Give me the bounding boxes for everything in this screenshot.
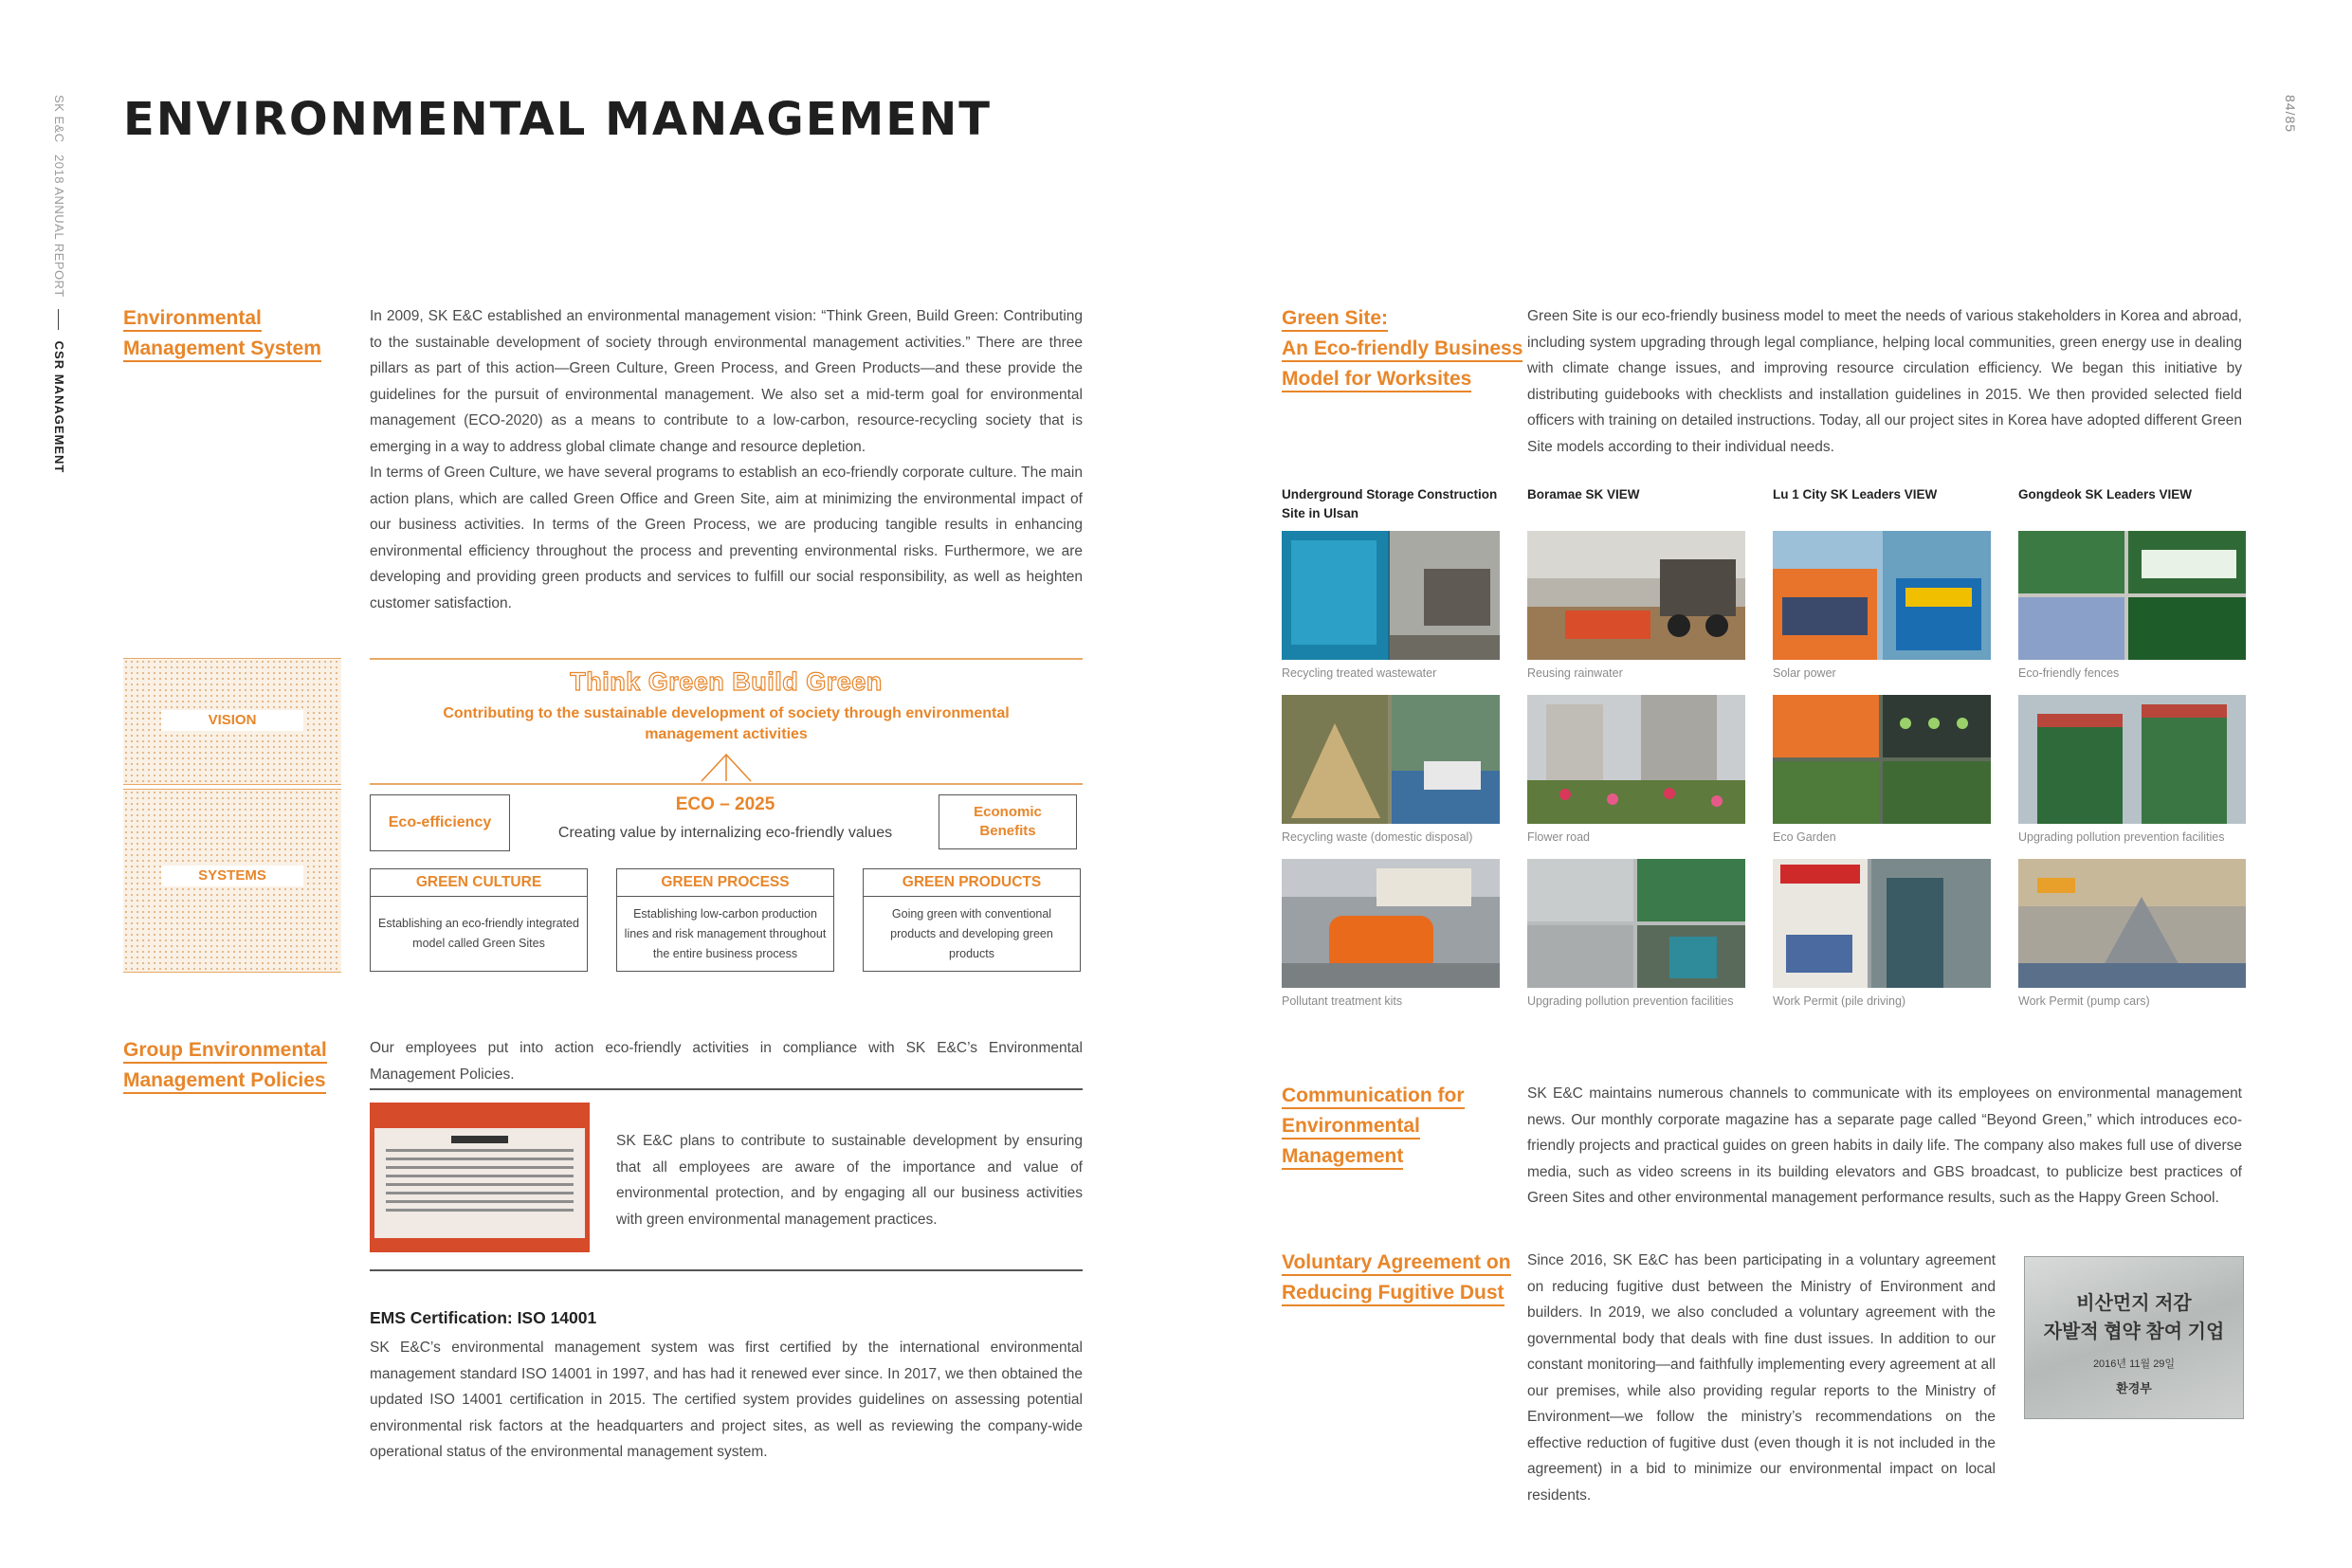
caption: Flower road [1527,830,1590,844]
rail-section: CSR MANAGEMENT [52,340,66,474]
policies-rule-bottom [370,1269,1083,1271]
site-label-gongdeok: Gongdeok SK Leaders VIEW [2018,487,2193,501]
economic-benefits-box: Economic Benefits [939,794,1077,849]
caption: Upgrading pollution prevention facilities [1527,994,1734,1008]
plaque-date: 2016년 11월 29일 [2092,1358,2176,1370]
plaque-org: 환경부 [2116,1381,2152,1395]
communication-heading: Communication for Environmental Management [1282,1081,1465,1172]
caption: Recycling waste (domestic disposal) [1282,830,1473,844]
green-site-heading: Green Site: An Eco-friendly Business Model for Worksites [1282,303,1522,394]
pillar-green-process [616,868,834,972]
policy-document-image [370,1103,590,1252]
pillar-desc: Going green with conventional products and developing green products [890,906,1053,960]
photo-solar-power [1773,531,1991,660]
caption: Solar power [1773,666,1836,680]
vision-label: VISION [161,710,303,731]
eco-2025-title: ECO – 2025 [675,794,775,814]
pillar-title: GREEN PROCESS [617,869,833,897]
green-site-body: Green Site is our eco-friendly business model to meet the needs of various stakeholders in Korea and abroad, including system upgrading through legal compliance, helping local communities, green energy use in dealing with climate change issues, and improving resource circulation efficiency. We began this initiative by distributing guidebooks with checklists and installation guidelines in 2015. We then provided selected field officers with training on detailed instructions. Today, all our project sites in Korea have adopted different Green Site models according to their individual needs. [1527,308,2242,455]
plaque-line-2: 자발적 협약 참여 기업 [2043,1322,2225,1342]
ems-body [370,303,1083,616]
caption: Reusing rainwater [1527,666,1623,680]
caption: Pollutant treatment kits [1282,994,1403,1008]
policies-body: SK E&C plans to contribute to sustainable development by ensuring that all employees are aware of the importance and value of environmental protection, and by engaging all our business activities with green environmental management practices. [616,1133,1083,1228]
caption: Work Permit (pile driving) [1773,994,1906,1008]
vision-subtitle: Contributing to the sustainable development of society through environmental management activities [443,705,1010,742]
policies-rule-top [370,1088,1083,1090]
photo-eco-fences [2018,531,2246,660]
eco-2025-subtitle: Creating value by internalizing eco-friendly values [557,825,893,841]
agreement-plaque-image [2024,1256,2244,1419]
communication-body: SK E&C maintains numerous channels to communicate with its employees on environmental management news. Our monthly corporate magazine has a separate page called “Beyond Green,” which introduces eco-friendly projects and practical guides on green habits in daily life. The company also makes full use of diverse media, such as video screens in its building elevators and GBS broadcast, to publicize best practices of Green Sites and other environmental management performance results, such as the Happy Green School. [1527,1085,2242,1206]
photo-pollution-facilities-boramae [1527,859,1745,988]
iso-body: SK E&C’s environmental management system was first certified by the international environmental management standard ISO 14001 in 1997, and has had it renewed ever since. In 2017, we then obtained the updated ISO 14001 certification in 2015. The certified system provides guidelines on assessing potential environmental risk factors at the headquarters and project sites, as well as reviewing the company-wide operational status of the environmental management system. [370,1340,1083,1460]
photo-reusing-rainwater [1527,531,1745,660]
photo-eco-garden [1773,695,1991,824]
site-label-boramae: Boramae SK VIEW [1527,487,1640,501]
ems-paragraph-1: In 2009, SK E&C established an environmental management vision: “Think Green, Build Green: Contributing to the sustainable development of society through environmental management activities.” There are three pillars as part of this action—Green Culture, Green Process, and Green Products—and these provide the guidelines for the pursuit of environmental management. We also set a mid-term goal for environmental management (ECO-2020) as a means to contribute to a low-carbon, resource-recycling society that is emerging in a way to address global climate change and resource depletion. [370,308,1083,455]
ems-heading: Environmental Management System [123,303,321,364]
photo-work-permit-pile [1773,859,1991,988]
pillar-title: GREEN PRODUCTS [864,869,1080,897]
dust-body: Since 2016, SK E&C has been participating in a voluntary agreement on reducing fugitive dust between the Ministry of Environment and builders. In 2019, we also concluded a voluntary agreement with the governmental body that deals with fine dust issues. In addition to our constant monitoring—and faithfully implementing every agreement at all our premises, while also providing regular reports to the Ministry of Environment—we follow the ministry’s recommendations on the effective reduction of fugitive dust (even though it is not included in the agreement) in a bid to minimize our environmental impact on local residents. [1527,1252,1996,1504]
photo-work-permit-pump [2018,859,2246,988]
caption: Upgrading pollution prevention facilities [2018,830,2225,844]
caption: Eco-friendly fences [2018,666,2120,680]
page-title: ENVIRONMENTAL MANAGEMENT [123,93,992,146]
pillar-green-culture [370,868,588,972]
plaque-line-1: 비산먼지 저감 [2076,1293,2192,1314]
arrow-up-icon [698,749,755,783]
dust-heading: Voluntary Agreement on Reducing Fugitive Dust [1282,1248,1511,1308]
policies-heading: Group Environmental Management Policies [123,1035,327,1096]
diagram-top-rule [370,658,1083,660]
caption: Recycling treated wastewater [1282,666,1437,680]
vision-title: Think Green Build Green [570,667,883,696]
vision-band [123,658,341,785]
rail-company: SK E&C [52,95,66,143]
systems-label: SYSTEMS [161,866,303,886]
policies-intro: Our employees put into action eco-friendly activities in compliance with SK E&C’s Environmental Management Policies. [370,1040,1083,1083]
page-number: 84/85 [2283,95,2298,134]
pillar-green-products [863,868,1081,972]
pillar-desc: Establishing an eco-friendly integrated model called Green Sites [378,917,579,950]
site-label-lu1city: Lu 1 City SK Leaders VIEW [1773,487,1938,501]
pillar-title: GREEN CULTURE [371,869,587,897]
ems-paragraph-2: In terms of Green Culture, we have several programs to establish an eco-friendly corporate culture. The main action plans, which are called Green Office and Green Site, aim at minimizing the environmental impact of our business activities. In terms of the Green Process, we are producing tangible results in enhancing environmental efficiency throughout the process and preventing environmental risks. Furthermore, we are developing and providing green products and services to fulfill our social responsibility, as well as heighten customer satisfaction. [370,465,1083,611]
rail-divider [58,309,59,330]
photo-recycling-waste [1282,695,1500,824]
eco-efficiency-box: Eco-efficiency [370,794,510,851]
caption: Work Permit (pump cars) [2018,994,2150,1008]
photo-recycling-wastewater [1282,531,1500,660]
side-rail [42,95,70,474]
pillar-desc: Establishing low-carbon production lines and risk management throughout the entire business process [624,906,827,960]
caption: Eco Garden [1773,830,1836,844]
rail-report: 2018 ANNUAL REPORT [52,155,66,298]
photo-pollutant-kits [1282,859,1500,988]
photo-flower-road [1527,695,1745,824]
iso-heading: EMS Certification: ISO 14001 [370,1308,597,1327]
systems-band [123,789,341,973]
site-label-ulsan: Underground Storage Construction Site in Ulsan [1282,487,1498,520]
photo-pollution-facilities-gongdeok [2018,695,2246,824]
diagram-mid-rule [370,783,1083,785]
